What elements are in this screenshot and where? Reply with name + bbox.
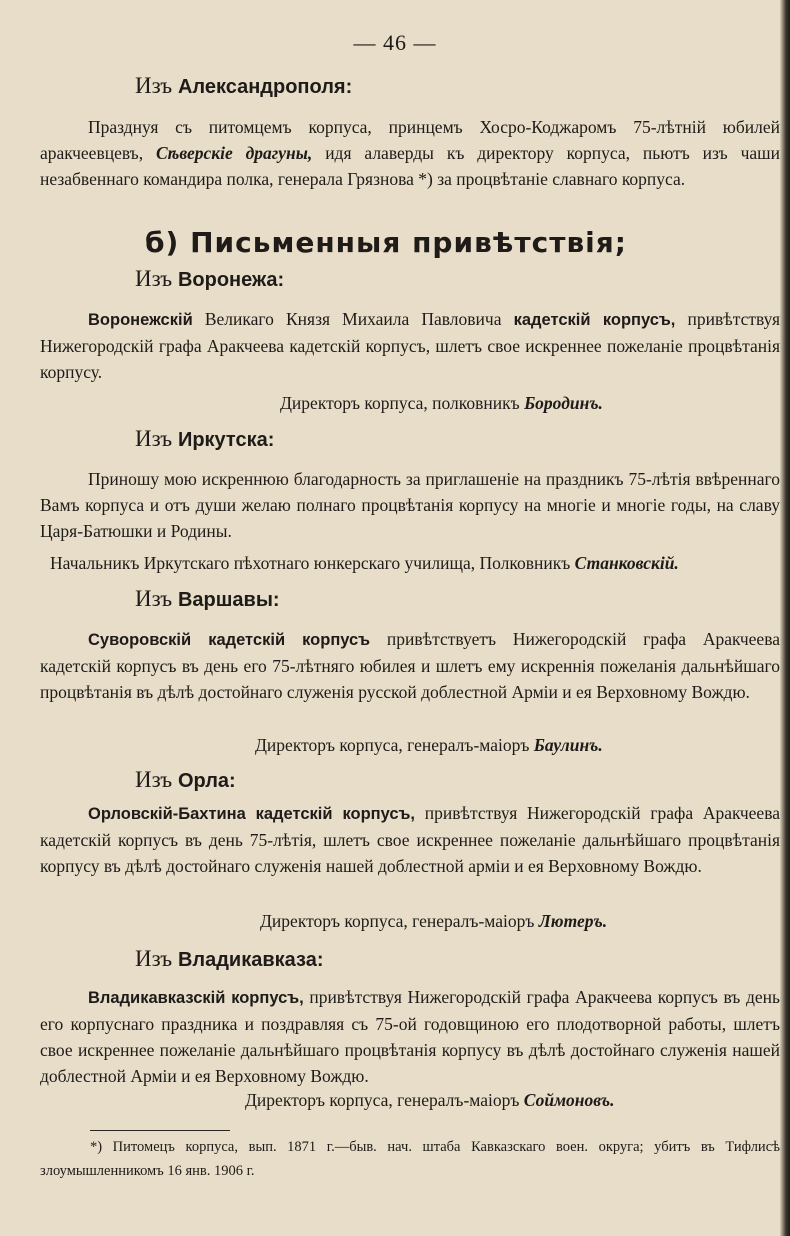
heading-vladikavkaz	[135, 946, 323, 972]
signature-warsaw	[255, 735, 603, 756]
signature-name: Баулинъ.	[533, 735, 603, 755]
heading-prefix: Изъ	[135, 946, 173, 971]
paragraph-bold-text: кадетскій корпусъ,	[513, 311, 676, 329]
footnote-text: *) Питомецъ корпуса, вып. 1871 г.—быв. нач. штаба Кавказскаго воен. округа; убитъ въ Тифлисѣ злоумышленникомъ 16 янв. 1906 г.	[40, 1139, 780, 1179]
section-title: б) Письменныя привѣтствія;	[145, 226, 627, 259]
heading-prefix: Изъ	[135, 586, 173, 611]
signature-name: Бородинъ.	[524, 393, 603, 413]
paragraph-bold-text: Суворовскій кадетскій корпусъ	[88, 631, 371, 649]
paragraph-orel	[40, 800, 780, 879]
page-number: — 46 —	[353, 30, 437, 55]
paragraph-text: привѣтствуетъ Нижегородскій графа Аракчеева кадетскій корпусъ въ день его 75-лѣтняго юбилея и шлетъ ему искреннія пожеланія дальнѣйшаго процвѣтанія въ дѣлѣ достойнаго служенія русской доблестной Арміи и ея Верховному Вождю.	[40, 629, 780, 702]
heading-prefix: Изъ	[135, 73, 173, 98]
paragraph-bold-text: Владикавказскій корпусъ,	[88, 989, 304, 1007]
heading-prefix: Изъ	[135, 266, 173, 291]
paragraph-text: Празднуя съ питомцемъ корпуса, принцемъ Хосро-Коджаромъ 75-лѣтній юбилей аракчеевцевъ,	[40, 117, 780, 163]
paragraph-text: Приношу мою искреннюю благодарность за приглашеніе на праздникъ 75-лѣтія ввѣреннаго Вамъ корпуса и отъ души желаю полнаго процвѣтанія корпусу на многіе и многіе годы, на славу Царя-Батюшки и Родины.	[40, 469, 780, 541]
signature-text: Директоръ корпуса, полковникъ	[280, 393, 520, 413]
heading-prefix: Изъ	[135, 426, 173, 451]
heading-city: Варшавы:	[177, 589, 280, 611]
paragraph-text: привѣтствуя Нижегородскій графа Аракчеева кадетскій корпусъ въ день 75-лѣтія, шлетъ свое искреннее пожеланіе дальнѣйшаго процвѣтанія корпусу въ дѣлѣ достойнаго служенія нашей доблестной арміи и ея Верховному Вождю.	[40, 803, 781, 876]
signature-text: Директоръ корпуса, генералъ-маіоръ	[260, 911, 535, 931]
heading-city: Орла:	[177, 770, 236, 792]
signature-vladikavkaz	[245, 1090, 614, 1111]
paragraph-vladikavkaz	[40, 984, 780, 1089]
heading-voronezh	[135, 266, 284, 292]
heading-city: Воронежа:	[177, 269, 285, 291]
paragraph-irkutsk	[40, 466, 780, 544]
heading-warsaw	[135, 586, 280, 612]
signature-text: Начальникъ Иркутскаго пѣхотнаго юнкерскаго училища, Полковникъ	[50, 553, 571, 573]
footnote-divider	[90, 1130, 230, 1131]
signature-name: Станковскій.	[574, 553, 679, 573]
page-edge-shadow	[780, 0, 790, 1236]
paragraph-text: идя алаверды къ директору корпуса, пьютъ изъ чаши незабвеннаго командира полка, генерала Грязнова *) за процвѣтаніе славнаго корпуса.	[40, 143, 781, 189]
signature-text: Директоръ корпуса, генералъ-маіоръ	[245, 1090, 520, 1110]
heading-city: Владикавказа:	[177, 949, 324, 971]
signature-orel	[260, 911, 607, 932]
heading-city: Александрополя:	[177, 76, 353, 98]
paragraph-text: Великаго Князя Михаила Павловича	[204, 309, 502, 329]
paragraph-voronezh	[40, 306, 780, 385]
paragraph-warsaw	[40, 626, 780, 705]
heading-irkutsk	[135, 426, 274, 452]
heading-city: Иркутска:	[177, 429, 275, 451]
paragraph-text: привѣтствуя Нижегородскій графа Аракчеева кадетскій корпусъ, шлетъ свое искреннее пожеланіе процвѣтанія корпусу.	[40, 309, 781, 382]
signature-name: Соймоновъ.	[523, 1090, 615, 1110]
heading-prefix: Изъ	[135, 767, 173, 792]
signature-name: Лютеръ.	[538, 911, 608, 931]
signature-text: Директоръ корпуса, генералъ-маіоръ	[255, 735, 530, 755]
paragraph-text: привѣтствуя Нижегородскій графа Аракчеева корпусъ въ день его корпуснаго праздника и поздравляя съ 75-ой годовщиною его плодотворной работы, шлетъ свое искреннее пожеланіе дальнѣйшаго процвѣтанія корпусу въ дѣлѣ достойнаго служенія нашей доблестной Арміи и ея Верховному Вождю.	[40, 987, 780, 1086]
heading-orel	[135, 767, 236, 793]
signature-voronezh	[280, 393, 603, 414]
heading-alexandropol	[135, 73, 352, 99]
signature-irkutsk	[50, 553, 679, 574]
paragraph-alexandropol	[40, 114, 780, 192]
paragraph-bold-text: кадетскій корпусъ,	[255, 805, 415, 823]
paragraph-bold-text: Орловскій-Бахтина	[88, 805, 246, 823]
paragraph-italic-text: Сѣверскіе драгуны,	[156, 143, 313, 163]
paragraph-bold-text: Воронежскій	[88, 311, 193, 329]
footnote	[40, 1135, 780, 1183]
